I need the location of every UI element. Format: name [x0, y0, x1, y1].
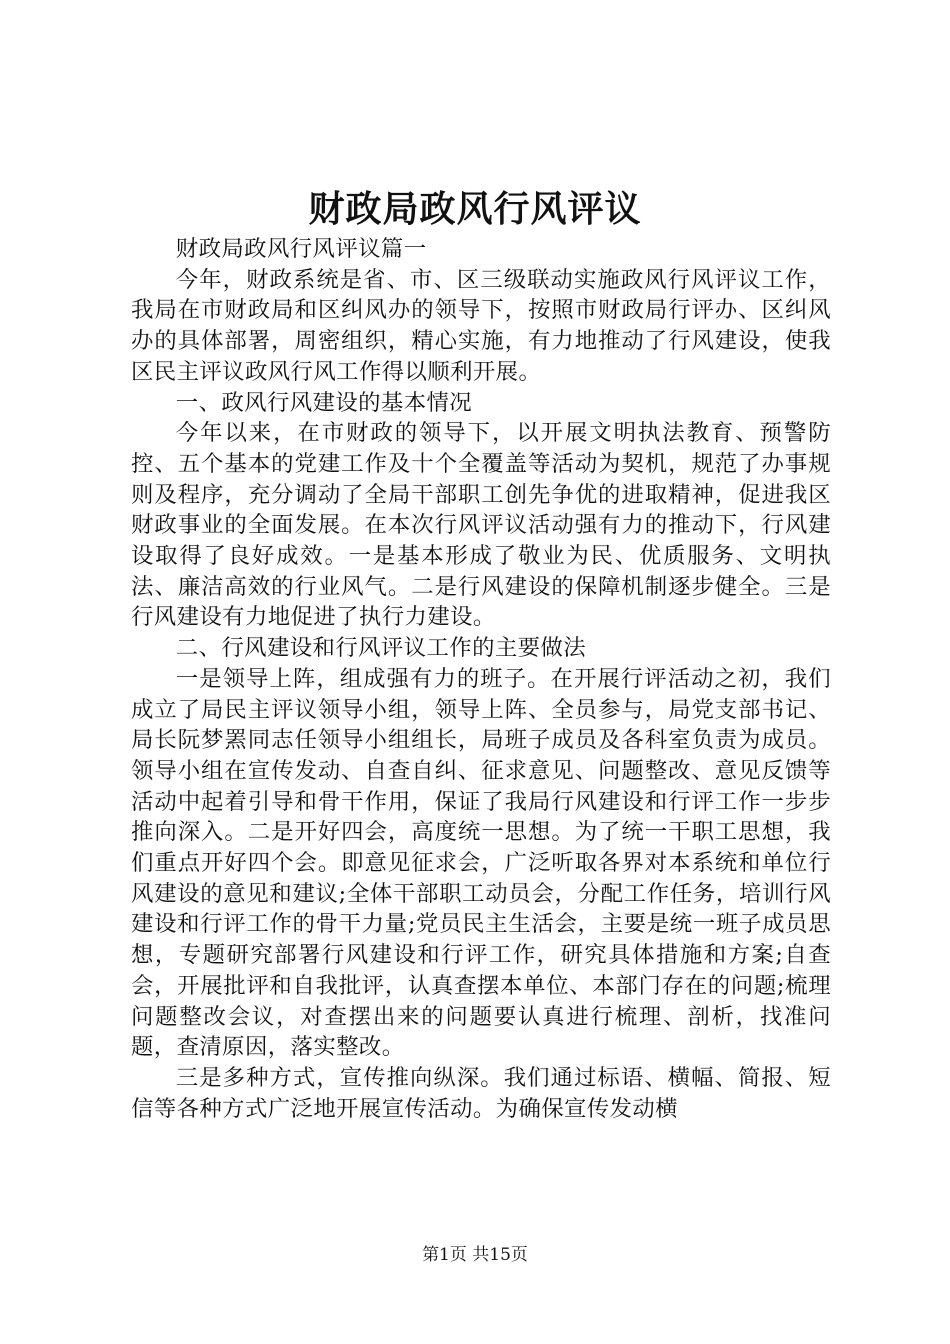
- paragraph-main-practices: 一是领导上阵，组成强有力的班子。在开展行评活动之初，我们成立了局民主评议领导小组，领导上阵、全员参与，局党支部书记、局长阮梦罴同志任领导小组组长，局班子成员及各科室负责为成员。领导小组在宣传发动、自查自纠、征求意见、问题整改、意见反馈等活动中起着引导和骨干作用，保证了我局行风建设和行评工作一步步推向深入。二是开好四会，高度统一思想。为了统一干职工思想，我们重点开好四个会。即意见征求会，广泛听取各界对本系统和单位行风建设的意见和建议;全体干部职工动员会，分配工作任务，培训行风建设和行评工作的骨干力量;党员民主生活会，主要是统一班子成员思想，专题研究部署行风建设和行评工作，研究具体措施和方案;自查会，开展批评和自我批评，认真查摆本单位、本部门存在的问题;梳理问题整改会议，对查摆出来的问题要认真进行梳理、剖析，找准问题，查清原因，落实整改。: [131, 665, 831, 1061]
- section-heading-2: 二、行风建设和行风评议工作的主要做法: [175, 635, 587, 662]
- paragraph-subtitle: 财政局政风行风评议篇一: [175, 236, 427, 262]
- section-heading-1: 一、政风行风建设的基本情况: [175, 389, 473, 416]
- paragraph-publicity: 三是多种方式，宣传推向纵深。我们通过标语、横幅、简报、短信等各种方式广泛地开展宣传活动。为确保宣传发动横: [131, 1064, 831, 1122]
- page-indicator: 第1页 共15页: [422, 1245, 528, 1265]
- paragraph-intro: 今年，财政系统是省、市、区三级联动实施政风行风评议工作，我局在市财政局和区纠风办的领导下，按照市财政局行评办、区纠风办的具体部署，周密组织，精心实施，有力地推动了行风建设，使我区民主评议政风行风工作得以顺利开展。: [131, 266, 831, 385]
- paragraph-basic-situation: 今年以来，在市财政的领导下，以开展文明执法教育、预警防控、五个基本的党建工作及十个全覆盖等活动为契机，规范了办事规则及程序，充分调动了全局干部职工创先争优的进取精神，促进我区财政事业的全面发展。在本次行风评议活动强有力的推动下，行风建设取得了良好成效。一是基本形成了敬业为民、优质服务、文明执法、廉洁高效的行业风气。二是行风建设的保障机制逐步健全。三是行风建设有力地促进了执行力建设。: [131, 420, 831, 631]
- document-body: [131, 234, 831, 1124]
- document-title: 财政局政风行风评议: [308, 188, 642, 230]
